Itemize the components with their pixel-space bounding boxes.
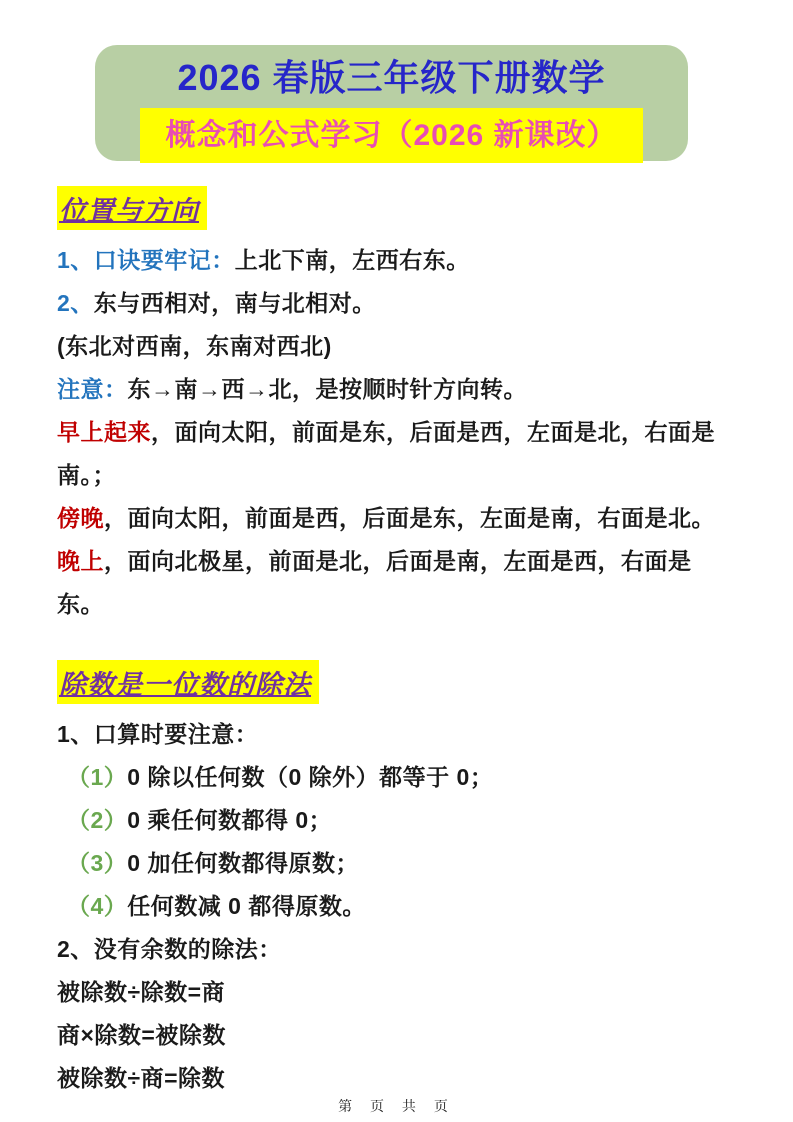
section1-item1-text: 上北下南，左西右东。 — [234, 247, 470, 273]
section2-sub1-num: （1） — [67, 764, 128, 790]
section1-item2 — [57, 282, 736, 325]
document-content — [57, 186, 736, 1100]
section2-formula2: 商×除数=被除数 — [57, 1022, 226, 1048]
section1-evening-label: 傍晚 — [57, 505, 104, 531]
section1-item2-text: 东与西相对，南与北相对。 — [93, 290, 376, 316]
page-subtitle: 概念和公式学习（2026 新课改） — [140, 108, 643, 163]
section-division-by-one-digit — [57, 660, 736, 1100]
section1-note-text: 东→南→西→北，是按顺时针方向转。 — [127, 376, 527, 402]
section1-night-text: ，面向北极星，前面是北，后面是南，左面是西，右面是东。 — [57, 548, 692, 617]
section2-sub3-text: 0 加任何数都得原数； — [127, 850, 359, 876]
section2-sub1-text: 0 除以任何数（0 除外）都等于 0； — [127, 764, 494, 790]
section2-sub4 — [57, 885, 736, 928]
section1-evening — [57, 497, 736, 540]
section2-sub2-num: （2） — [67, 807, 128, 833]
section1-item1 — [57, 239, 736, 282]
section1-morning-text: ，面向太阳，前面是东，后面是西，左面是北，右面是南。； — [57, 419, 715, 488]
section1-note-label: 注意： — [57, 376, 128, 402]
section2-formula1: 被除数÷除数=商 — [57, 979, 226, 1005]
section1-morning — [57, 411, 736, 497]
section1-item2-label: 2、 — [57, 290, 94, 316]
page-footer: 第 页 共 页 — [338, 1098, 455, 1114]
section2-sub4-text: 任何数减 0 都得原数。 — [127, 893, 366, 919]
section1-morning-label: 早上起来 — [57, 419, 151, 445]
section2-item2-label: 2、没有余数的除法： — [57, 936, 282, 962]
section1-note-paren: (东北对西南，东南对西北) — [57, 333, 332, 359]
header-box — [95, 45, 688, 161]
section2-formula3: 被除数÷商=除数 — [57, 1065, 226, 1091]
section2-title: 除数是一位数的除法 — [57, 660, 319, 704]
section2-sub3 — [57, 842, 736, 885]
section1-item1-label: 1、口诀要牢记： — [57, 247, 235, 273]
section1-night-label: 晚上 — [57, 548, 104, 574]
section1-title: 位置与方向 — [57, 186, 207, 230]
section2-sub4-num: （4） — [67, 893, 128, 919]
section-position-direction — [57, 186, 736, 626]
section1-night — [57, 540, 736, 626]
section2-item1-label: 1、口算时要注意： — [57, 721, 259, 747]
page-title: 2026 春版三年级下册数学 — [177, 57, 606, 98]
section1-note — [57, 368, 736, 411]
section1-evening-text: ，面向太阳，前面是西，后面是东，左面是南，右面是北。 — [104, 505, 715, 531]
section2-sub1 — [57, 756, 736, 799]
section2-sub2 — [57, 799, 736, 842]
section2-sub3-num: （3） — [67, 850, 128, 876]
section2-sub2-text: 0 乘任何数都得 0； — [127, 807, 333, 833]
